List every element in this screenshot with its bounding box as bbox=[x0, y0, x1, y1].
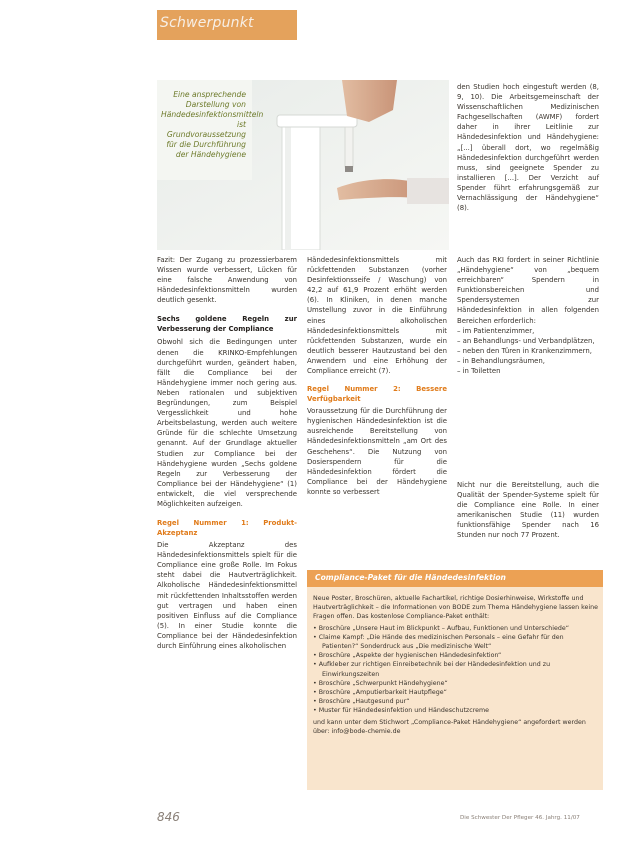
photo-caption: Eine ansprechende Darstellung von Händedesinfektionsmitteln ist Grundvoraussetzung für die Durchführung der Händehygiene bbox=[161, 90, 264, 159]
box-title: Compliance-Paket für die Händedesinfektion bbox=[315, 573, 506, 582]
list-item: – in Behandlungsräumen, bbox=[457, 356, 545, 365]
page-number: 846 bbox=[157, 810, 180, 824]
paragraph-awmf: den Studien hoch eingestuft werden (8, 9, 10). Die Arbeitsgemeinschaft der Wissenschaftlichen Medizinischen Fachgesellschaften (AWMF) fordert daher in ihrer Leitlinie zur Händedesinfektion und Händehygiene: „[...] überall dort, wo regelmäßig Händedesinfektion durchgeführt werden muss, sind geeignete Spender zu installieren [...]. Der Verzicht auf Spender führt erfahrungsgemäß zur Vernachlässigung der Händehygiene“ (8). bbox=[457, 83, 599, 213]
box-item-list bbox=[313, 624, 599, 716]
list-item: • Broschüre „Hautgesund pur“ bbox=[313, 698, 410, 706]
paragraph-rki: Auch das RKI fordert in seiner Richtlinie „Händehygiene“ von „bequem erreichbaren“ Spendern in Funktionsbereichen und Spendersystemen zur Händedesinfektion in allen folgenden Bereichen erforderlich: bbox=[457, 256, 599, 325]
paragraph-continued: Händedesinfektionsmittels mit rückfettenden Substanzen (vorher Desinfektionsseife / Waschung) von 42,2 auf 61,9 Prozent erhöht werden (6). In Kliniken, in denen manche Umstellung zuvor in die Einführung eines alkoholischen Händedesinfektionsmittels mit rückfettenden Substanzen, wurde ein deutlich besserer Hautzustand bei den Anwendern und eine Erhöhung der Compliance erreicht (7). bbox=[307, 256, 447, 376]
list-item: • Claime Kampf: „Die Hände des medizinischen Personals – eine Gefahr für den Patienten?“ Sonderdruck aus „Die medizinische Welt“ bbox=[313, 633, 564, 651]
box-title-bar bbox=[307, 570, 603, 587]
column-2 bbox=[307, 255, 447, 497]
box-body bbox=[313, 594, 599, 736]
heading-golden-rules: Sechs goldene Regeln zur Verbesserung der Compliance bbox=[157, 315, 297, 334]
paragraph-dispenser-quality: Nicht nur die Bereitstellung, auch die Qualität der Spender-Systeme spielt für die Compliance eine Rolle. In einer amerikanischen Studie (11) wurden funktionsfähige Spender nach 16 Stunden nur noch 77 Prozent. bbox=[457, 481, 599, 540]
list-item: – in Toiletten bbox=[457, 367, 501, 376]
list-item: • Broschüre „Aspekte der hygienischen Händedesinfektion“ bbox=[313, 652, 502, 660]
column-1 bbox=[157, 255, 297, 651]
paragraph-rule-2: Voraussetzung für die Durchführung der hygienischen Händedesinfektion ist die ausreichende Bereitstellung von Händedesinfektionsmitteln „am Ort des Geschehens“. Die Nutzung von Dosierspendern für die Händedesinfektion fördert die Compliance bei der Händehygiene konnte so verbessert bbox=[307, 407, 447, 496]
section-title: Schwerpunkt bbox=[160, 15, 254, 31]
list-item: – im Patientenzimmer, bbox=[457, 326, 535, 335]
paragraph-rule-1: Die Akzeptanz des Händedesinfektionsmittels spielt für die Compliance eine große Rolle. Im Fokus steht dabei die Hautverträglichkeit. Alkoholische Händedesinfektionsmittel mit rückfettenden Inhaltsstoffen werden gut vertragen und haben einen positiven Einfluss auf die Compliance (5). In einer Studie konnte die Compliance bei der Händedesinfektion durch Einführung eines alkoholischen bbox=[157, 541, 297, 650]
column-3-middle bbox=[457, 255, 599, 376]
heading-rule-1: Regel Nummer 1: Produkt-Akzeptanz bbox=[157, 519, 297, 538]
location-list bbox=[457, 326, 599, 376]
list-item: • Muster für Händedesinfektion und Händeschutzcreme bbox=[313, 707, 490, 715]
column-3-bottom bbox=[457, 480, 599, 541]
list-item: – an Behandlungs- und Verbandplätzen, bbox=[457, 336, 595, 345]
list-item: • Broschüre „Amputierbarkeit Hautpflege“ bbox=[313, 689, 447, 697]
list-item: • Broschüre „Schwerpunkt Händehygiene“ bbox=[313, 679, 448, 687]
list-item: – neben den Türen in Krankenzimmern, bbox=[457, 346, 592, 355]
box-intro: Neue Poster, Broschüren, aktuelle Fachartikel, richtige Dosierhinweise, Wirkstoffe und Hautverträglichkeit – die Informationen von BODE zum Thema Händehygiene lassen keine Fragen offen. Das kostenlose Compliance-Paket enthält: bbox=[313, 595, 599, 621]
paragraph-golden-rules: Obwohl sich die Bedingungen unter denen die KRINKO-Empfehlungen durchgeführt wurden, geändert haben, fällt die Compliance bei der Händehygiene immer noch gering aus. Neben rationalen und subjektiven Begründungen, zum Beispiel Vergesslichkeit und hohe Arbeitsbelastung, werden auch weitere Gründe für die schlechte Umsetzung genannt. Auf der Grundlage aktueller Studien zur Compliance bei der Händehygiene wurden „Sechs goldene Regeln zur Verbesserung der Compliance bei der Händehygiene“ (1) entwickelt, die viel versprechende Möglichkeiten aufzeigen. bbox=[157, 338, 297, 508]
heading-rule-2: Regel Nummer 2: Bessere Verfügbarkeit bbox=[307, 385, 447, 404]
box-outro: und kann unter dem Stichwort „Compliance-Paket Händehygiene“ angefordert werden über: info@bode-chemie.de bbox=[313, 718, 586, 735]
intro-paragraph: Fazit: Der Zugang zu prozessierbarem Wissen wurde verbessert, Lücken für eine falsche Anwendung von Händedesinfektionsmitteln wurden deutlich gesenkt. bbox=[157, 256, 297, 305]
list-item: • Broschüre „Unsere Haut im Blickpunkt – Aufbau, Funktionen und Unterschiede“ bbox=[313, 624, 570, 632]
dispenser-photo bbox=[157, 80, 449, 250]
list-item: • Aufkleber zur richtigen Einreibetechnik bei der Händedesinfektion und zu Einwirkungszeiten bbox=[313, 661, 551, 678]
journal-footer: Die Schwester Der Pfleger 46. Jahrg. 11/07 bbox=[460, 815, 580, 821]
column-3-top bbox=[457, 82, 599, 213]
